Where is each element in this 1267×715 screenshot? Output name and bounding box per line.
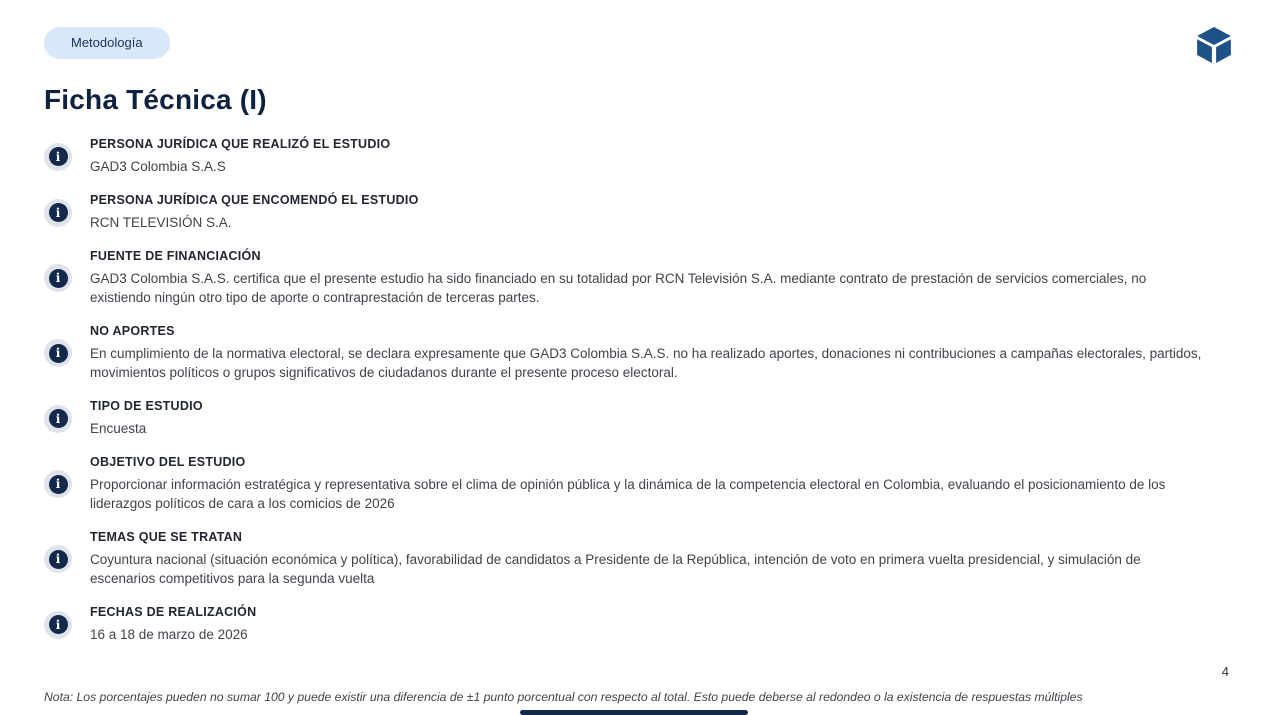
info-icon (44, 470, 72, 498)
info-item-value: GAD3 Colombia S.A.S (90, 159, 226, 174)
cube-logo-icon (1195, 26, 1233, 64)
info-icon-glyph: i (49, 269, 68, 288)
page-number: 4 (1221, 664, 1229, 679)
info-item-value: GAD3 Colombia S.A.S. certifica que el presente estudio ha sido financiado en su totalidad por RCN Televisión S.A. mediante contrato de prestación de servicios comerciales, no existiendo ningún otro tipo de aporte o contraprestación de terceras partes. (90, 271, 1147, 305)
info-item (44, 324, 1217, 382)
info-item-value: Encuesta (90, 421, 147, 436)
page-title: Ficha Técnica (I) (44, 84, 267, 115)
info-item-label: TEMAS QUE SE TRATAN (90, 530, 243, 544)
info-item-label: OBJETIVO DEL ESTUDIO (90, 455, 246, 469)
info-item-value: RCN TELEVISIÓN S.A. (90, 215, 232, 230)
info-item (44, 605, 1217, 644)
info-item (44, 530, 1217, 588)
info-icon (44, 199, 72, 227)
info-item-label: PERSONA JURÍDICA QUE ENCOMENDÓ EL ESTUDIO (90, 193, 419, 207)
info-item (44, 193, 1217, 232)
info-item-label: NO APORTES (90, 324, 175, 338)
home-indicator-bar (520, 710, 748, 715)
info-icon-glyph: i (49, 147, 68, 166)
info-item (44, 137, 1217, 176)
info-item-label: FECHAS DE REALIZACIÓN (90, 605, 257, 619)
info-icon-glyph: i (49, 409, 68, 428)
info-item-value: Coyuntura nacional (situación económica y política), favorabilidad de candidatos a Presidente de la República, intención de voto en primera vuelta presidencial, y simulación de escenarios competitivos para la segunda vuelta (90, 552, 1141, 586)
info-item-value: En cumplimiento de la normativa electoral, se declara expresamente que GAD3 Colombia S.A.S. no ha realizado aportes, donaciones ni contribuciones a campañas electorales, partidos, movimientos políticos o grupos significativos de ciudadanos durante el presente proceso electoral. (90, 346, 1202, 380)
info-item-value: Proporcionar información estratégica y representativa sobre el clima de opinión pública y la dinámica de la competencia electoral en Colombia, evaluando el posicionamiento de los liderazgos políticos de cara a los comicios de 2026 (90, 477, 1166, 511)
info-item-label: PERSONA JURÍDICA QUE REALIZÓ EL ESTUDIO (90, 137, 391, 151)
info-icon (44, 264, 72, 292)
info-icon (44, 611, 72, 639)
info-item-label: FUENTE DE FINANCIACIÓN (90, 249, 261, 263)
info-item-value: 16 a 18 de marzo de 2026 (90, 627, 248, 642)
info-item (44, 455, 1217, 513)
section-badge: Metodología (44, 27, 170, 59)
info-icon-glyph: i (49, 550, 68, 569)
info-icon-glyph: i (49, 344, 68, 363)
info-item (44, 249, 1217, 307)
info-icon (44, 339, 72, 367)
info-icon-glyph: i (49, 203, 68, 222)
info-list (44, 137, 1217, 661)
info-item-label: TIPO DE ESTUDIO (90, 399, 203, 413)
info-item (44, 399, 1217, 438)
info-icon (44, 143, 72, 171)
info-icon-glyph: i (49, 615, 68, 634)
info-icon (44, 405, 72, 433)
footnote: Nota: Los porcentajes pueden no sumar 100 y puede existir una diferencia de ±1 punto porcentual con respecto al total. Esto puede deberse al redondeo o la existencia de respuestas múltiples (44, 690, 1083, 704)
info-icon-glyph: i (49, 475, 68, 494)
info-icon (44, 545, 72, 573)
